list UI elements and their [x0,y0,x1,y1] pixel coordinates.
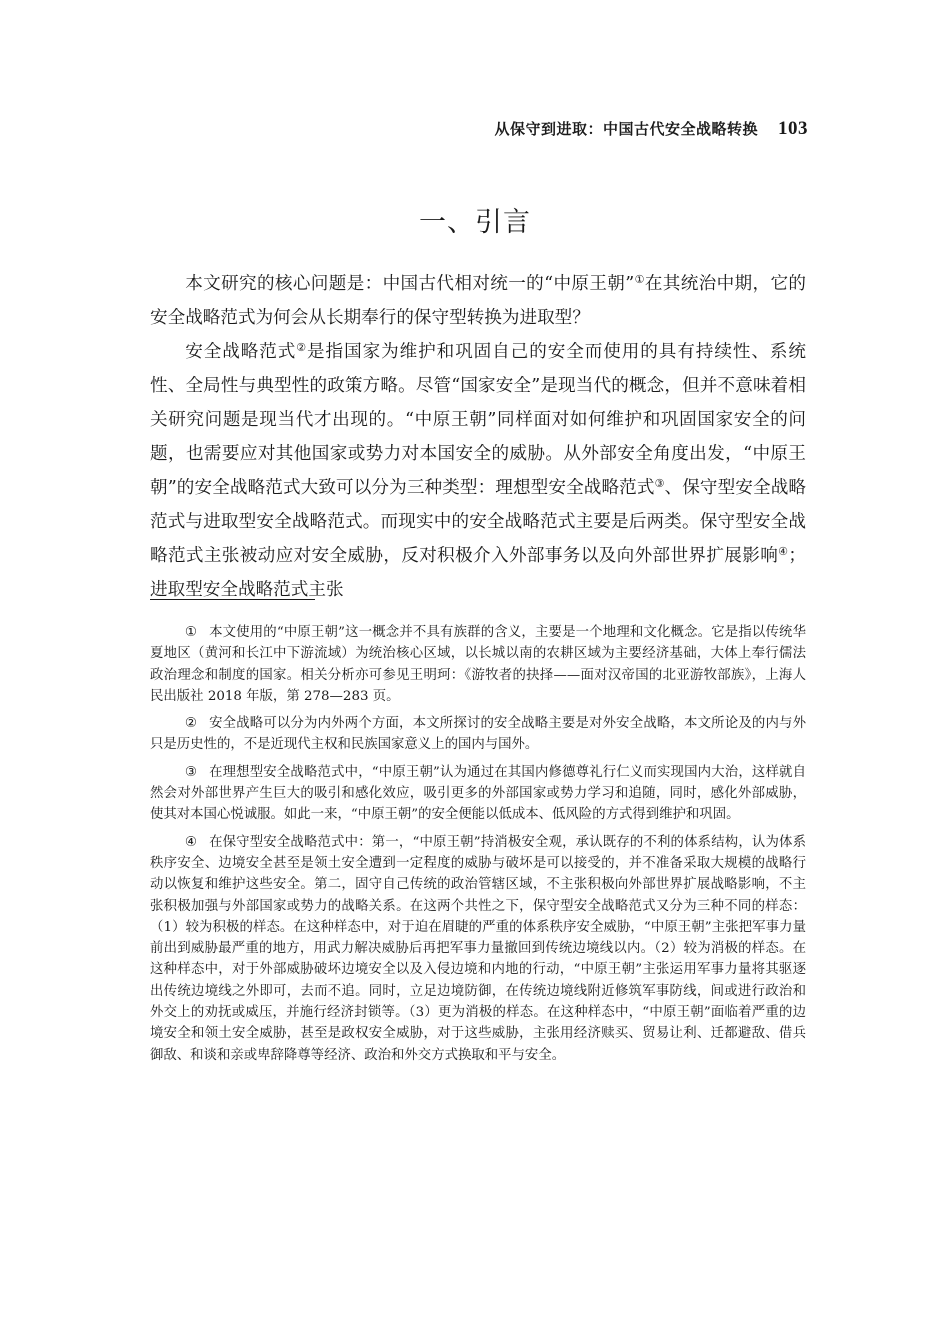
footnote-3 [150,762,806,826]
page-number: 103 [778,118,808,139]
paragraph-2-text-d: ；进取型安全战略范式主张 [150,546,806,600]
footnote-3-text: 在理想型安全战略范式中，“中原王朝”认为通过在其国内修德尊礼行仁义而实现国内大治，这样就自然会对外部世界产生巨大的吸引和感化效应，吸引更多的外部国家或势力学习和追随，同时，感化外部威胁，使其对本国心悦诚服。如此一来，“中原王朝”的安全便能以低成本、低风险的方式得到维护和巩固。 [150,764,806,823]
footnote-ref-2[interactable]: ② [296,341,308,354]
paragraph-1-text-b: 在其统治中期，它的安全战略范式为何会从长期奉行的保守型转换为进取型？ [150,274,806,328]
paragraph-1 [150,267,806,335]
footnote-3-mark: ③ [184,764,198,780]
footnote-4-text: 在保守型安全战略范式中：第一，“中原王朝”持消极安全观，承认既存的不利的体系结构，认为体系秩序安全、边境安全甚至是领土安全遭到一定程度的威胁与破坏是可以接受的，并不准备采取大规模的战略行动以恢复和维护这些安全。第二，固守自己传统的政治管辖区域，不主张积极向外部世界扩展战略影响，不主张积极加强与外部国家或势力的战略关系。在这两个共性之下，保守型安全战略范式又分为三种不同的样态：（1）较为积极的样态。在这种样态中，对于迫在眉睫的严重的体系秩序安全威胁，“中原王朝”主张把军事力量前出到威胁最严重的地方，用武力解决威胁后再把军事力量撤回到传统边境线以内。（2）较为消极的样态。在这种样态中，对于外部威胁破坏边境安全以及入侵边境和内地的行动，“中原王朝”主张运用军事力量将其驱逐出传统边境线之外即可，去而不追。同时，立足边境防御，在传统边境线附近修筑军事防线，间或进行政治和外交上的劝抚或威压，并施行经济封锁等。（3）更为消极的样态。在这种样态中，“中原王朝”面临着严重的边境安全和领土安全威胁，甚至是政权安全威胁，对于这些威胁，主张用经济赎买、贸易让利、迁都避敌、借兵御敌、和谈和亲或卑辞降尊等经济、政治和外交方式换取和平与安全。 [150,834,806,1063]
footnote-1-text: 本文使用的“中原王朝”这一概念并不具有族群的含义，主要是一个地理和文化概念。它是指以传统华夏地区（黄河和长江中下游流域）为统治核心区域，以长城以南的农耕区域为主要经济基础，大体上奉行儒法政治理念和制度的国家。相关分析亦可参见王明珂：《游牧者的抉择——面对汉帝国的北亚游牧部族》，上海人民出版社 2018 年版，第 278—283 页。 [150,625,806,704]
paragraph-2-text-c: 、保守型安全战略范式与进取型安全战略范式。而现实中的安全战略范式主要是后两类。保守型安全战略范式主张被动应对安全威胁，反对积极介入外部事务以及向外部世界扩展影响 [150,478,806,566]
footnote-divider [150,599,315,600]
running-head [150,118,808,140]
footnote-4 [150,832,806,1066]
paragraph-2 [150,335,806,607]
footnote-2-text: 安全战略可以分为内外两个方面，本文所探讨的安全战略主要是对外安全战略，本文所论及的内与外只是历史性的，不是近现代主权和民族国家意义上的国内与国外。 [150,716,806,753]
footnote-1 [150,622,806,707]
footnote-ref-1[interactable]: ① [634,273,645,286]
section-title: 一、引言 [419,207,531,238]
paragraph-2-text-a: 安全战略范式 [185,342,297,362]
footnote-2-mark: ② [184,716,198,732]
footnote-2 [150,713,806,756]
footnote-ref-4[interactable]: ④ [778,545,789,558]
body-text [150,267,806,607]
footnotes [150,622,806,1072]
footnote-ref-3[interactable]: ③ [654,477,665,490]
paragraph-2-text-b: 是指国家为维护和巩固自己的安全而使用的具有持续性、系统性、全局性与典型性的政策方略。尽管“国家安全”是现当代的概念，但并不意味着相关研究问题是现当代才出现的。“中原王朝”同样面对如何维护和巩固国家安全的问题，也需要应对其他国家或势力对本国安全的威胁。从外部安全角度出发，“中原王朝”的安全战略范式大致可以分为三种类型：理想型安全战略范式 [150,342,806,498]
footnote-4-mark: ④ [184,834,198,850]
paragraph-1-text-a: 本文研究的核心问题是：中国古代相对统一的“中原王朝” [185,274,635,294]
footnote-1-mark: ① [184,625,198,640]
running-head-title: 从保守到进取：中国古代安全战略转换 [494,120,758,138]
